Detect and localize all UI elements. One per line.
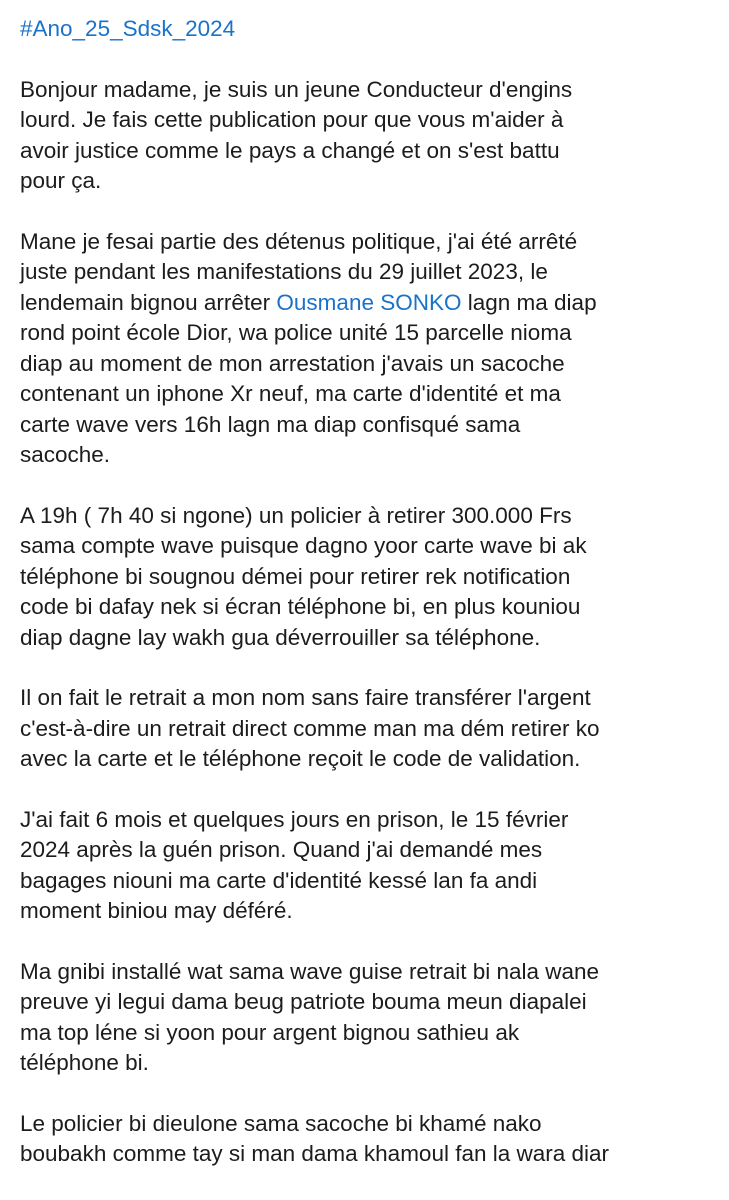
paragraph-arrest	[20, 227, 720, 471]
text-line: diap au moment de mon arrestation j'avais un sacoche	[20, 350, 565, 376]
text-line: juste pendant les manifestations du 29 juillet 2023, le	[20, 259, 548, 284]
text-line: Mane je fesai partie des détenus politique, j'ai été arrêté	[20, 228, 578, 254]
text-line: boubakh comme tay si man dama khamoul fan la wara diar	[20, 1141, 610, 1166]
text-line: bagages niouni ma carte d'identité kessé lan fa andi	[20, 867, 538, 893]
text-line: Le policier bi dieulone sama sacoche bi khamé nako	[20, 1110, 542, 1136]
paragraph-policeman	[20, 1109, 720, 1170]
hashtag-link[interactable]: #Ano_25_Sdsk_2024	[20, 16, 236, 41]
text-line: téléphone bi.	[20, 1050, 149, 1075]
text-line: contenant un iphone Xr neuf, ma carte d'identité et ma	[20, 381, 561, 406]
text-line: code bi dafay nek si écran téléphone bi, en plus kouniou	[20, 594, 581, 619]
text-line: J'ai fait 6 mois et quelques jours en prison, le 15 février	[20, 806, 569, 832]
text-segment: lendemain bignou arrêter	[20, 289, 277, 315]
text-line: avoir justice comme le pays a changé et on s'est battu	[20, 137, 560, 163]
text-line: carte wave vers 16h lagn ma diap confisqué sama	[20, 411, 521, 437]
text-segment: lagn ma diap	[461, 289, 597, 315]
text-line: Il on fait le retrait a mon nom sans faire transférer l'argent	[20, 685, 591, 710]
text-line: 2024 après la guén prison. Quand j'ai demandé mes	[20, 837, 543, 862]
text-line-with-mention	[20, 288, 720, 319]
text-line: lourd. Je fais cette publication pour que vous m'aider à	[20, 107, 564, 132]
text-line: Ma gnibi installé wat sama wave guise retrait bi nala wane	[20, 958, 600, 984]
text-line: diap dagne lay wakh gua déverrouiller sa téléphone.	[20, 624, 541, 650]
post-body	[20, 14, 720, 1200]
text-line: preuve yi legui dama beug patriote bouma meun diapalei	[20, 989, 587, 1014]
text-line: rond point école Dior, wa police unité 15 parcelle nioma	[20, 320, 572, 345]
paragraph-request	[20, 957, 720, 1079]
text-line: Bonjour madame, je suis un jeune Conducteur d'engins	[20, 76, 573, 102]
mention-link-ousmane-sonko[interactable]: Ousmane SONKO	[276, 289, 462, 315]
text-line: sama compte wave puisque dagno yoor carte wave bi ak	[20, 533, 587, 558]
text-line: avec la carte et le téléphone reçoit le code de validation.	[20, 746, 581, 771]
paragraph-greeting	[20, 75, 720, 197]
text-line: c'est-à-dire un retrait direct comme man ma dém retirer ko	[20, 715, 600, 741]
text-line: sacoche.	[20, 442, 111, 467]
text-line: moment biniou may déféré.	[20, 898, 293, 923]
text-line: pour ça.	[20, 168, 102, 193]
text-line: A 19h ( 7h 40 si ngone) un policier à retirer 300.000 Frs	[20, 502, 572, 528]
paragraph-prison	[20, 805, 720, 927]
paragraph-withdrawal	[20, 501, 720, 654]
text-line: téléphone bi sougnou démei pour retirer rek notification	[20, 563, 571, 589]
text-line: ma top léne si yoon pour argent bignou sathieu ak	[20, 1019, 520, 1045]
paragraph-direct-withdrawal	[20, 683, 720, 775]
